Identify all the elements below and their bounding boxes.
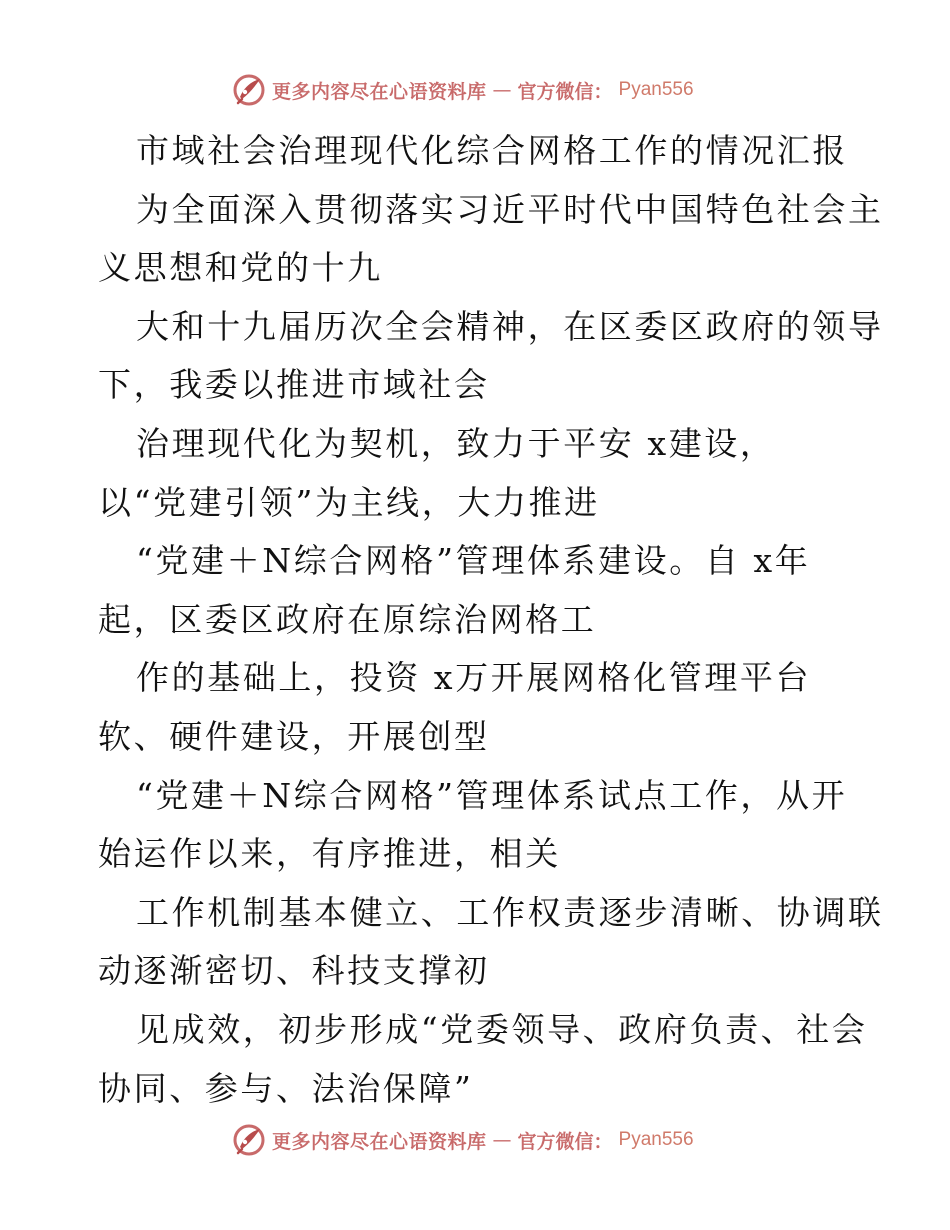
footer-watermark <box>232 1122 752 1158</box>
paragraph-line: 治理现代化为契机，致力于平安 x建设， <box>136 423 776 463</box>
paragraph-line: 起，区委区政府在原综治网格工 <box>98 599 597 639</box>
document-lines <box>98 181 898 1119</box>
watermark-dash: — <box>492 79 512 101</box>
paragraph-line: 软、硬件建设，开展创型 <box>98 716 490 756</box>
paragraph-line: 协同、参与、法治保障” <box>98 1068 474 1108</box>
header-watermark <box>232 72 752 108</box>
paragraph-line: 下，我委以推进市域社会 <box>98 365 490 405</box>
pen-logo-icon <box>232 1123 266 1157</box>
watermark-wechat-id: Pyan556 <box>618 1129 694 1150</box>
paragraph-line: 作的基础上，投资 x万开展网格化管理平台 <box>136 658 812 698</box>
paragraph-line: “党建＋N综合网格”管理体系建设。自 x年 <box>136 541 811 581</box>
watermark-text: 更多内容尽在心语资料库 <box>272 80 487 103</box>
pen-logo-icon <box>232 73 266 107</box>
document-body <box>98 122 898 1118</box>
paragraph-line: 大和十九届历次全会精神，在区委区政府的领导 <box>136 306 884 346</box>
paragraph-line: 义思想和党的十九 <box>98 248 383 288</box>
paragraph-line: 为全面深入贯彻落实习近平时代中国特色社会主 <box>136 189 884 229</box>
paragraph-line: 以“党建引领”为主线，大力推进 <box>98 482 600 522</box>
watermark-wechat-id: Pyan556 <box>618 79 694 100</box>
watermark-official-label: 官方微信： <box>517 1130 613 1153</box>
paragraph-line: 始运作以来，有序推进，相关 <box>98 834 561 874</box>
watermark-text: 更多内容尽在心语资料库 <box>272 1130 487 1153</box>
paragraph-line: 动逐渐密切、科技支撑初 <box>98 951 490 991</box>
watermark-dash: — <box>492 1129 512 1151</box>
document-title: 市域社会治理现代化综合网格工作的情况汇报 <box>136 131 848 170</box>
watermark-official-label: 官方微信： <box>517 80 613 103</box>
paragraph-line: “党建＋N综合网格”管理体系试点工作，从开 <box>136 775 848 815</box>
paragraph-line: 见成效，初步形成“党委领导、政府负责、社会 <box>136 1009 868 1049</box>
paragraph-line: 工作机制基本健立、工作权责逐步清晰、协调联 <box>136 892 884 932</box>
